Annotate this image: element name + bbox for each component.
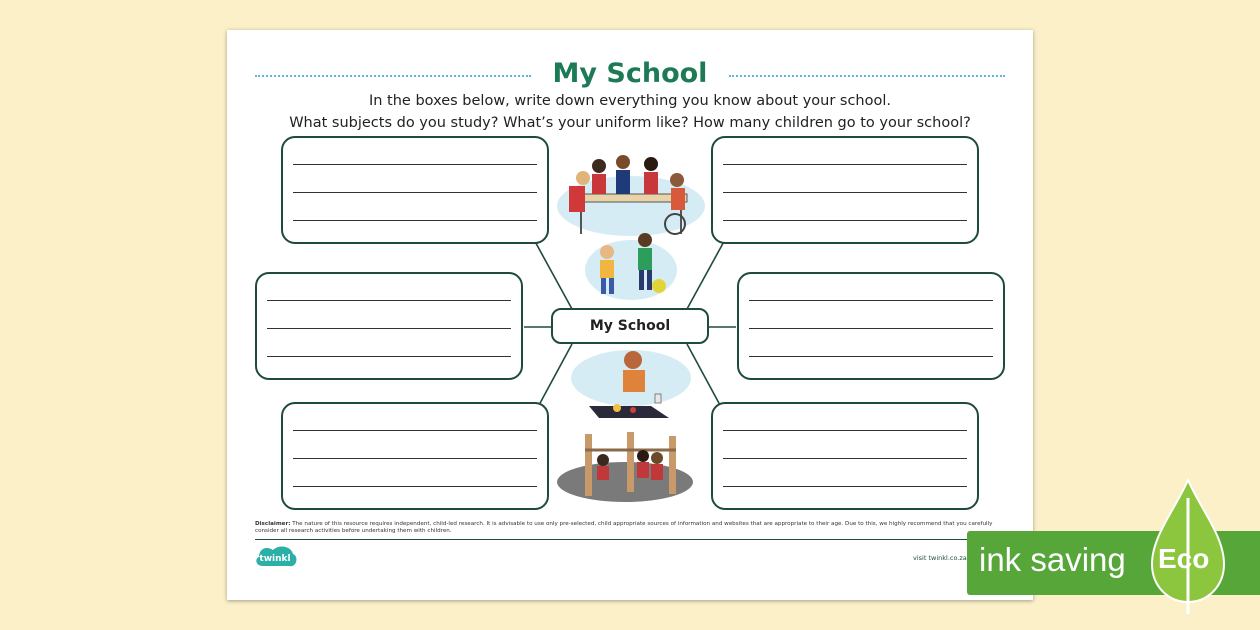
twinkl-logo-text: twinkl bbox=[259, 554, 291, 564]
girl-painting-illustration bbox=[569, 348, 693, 420]
center-label: My School bbox=[551, 308, 709, 344]
footer-rule bbox=[255, 539, 1007, 540]
instruction-line-1: In the boxes below, write down everything you know about your school. bbox=[368, 93, 892, 109]
writing-box-top-right[interactable] bbox=[711, 136, 979, 244]
visit-website-link[interactable]: visit twinkl.co.za bbox=[913, 554, 967, 562]
disclaimer-text: Disclaimer: The nature of this resource requires independent, child-led research. It is advisable to use only pre-selected, child appropriate sources of information and websites that are appropriate to their age. Due to this, we highly recommend that you carefully consider all research activities before undertaking them with children. bbox=[255, 521, 993, 534]
children-playing-illustration bbox=[583, 230, 679, 306]
climbing-frame-illustration bbox=[555, 428, 697, 502]
writing-box-bottom-right[interactable] bbox=[711, 402, 979, 510]
instruction-line-2: What subjects do you study? What’s your uniform like? How many children go to your school? bbox=[289, 115, 971, 131]
worksheet-page bbox=[227, 30, 1033, 600]
writing-box-middle-right[interactable] bbox=[737, 272, 1005, 380]
writing-box-bottom-left[interactable] bbox=[281, 402, 549, 510]
twinkl-logo bbox=[253, 544, 299, 570]
eco-label: Eco bbox=[1158, 543, 1210, 574]
ink-saving-label: ink saving bbox=[979, 541, 1126, 578]
children-at-table-illustration bbox=[555, 148, 707, 238]
writing-box-middle-left[interactable] bbox=[255, 272, 523, 380]
writing-box-top-left[interactable] bbox=[281, 136, 549, 244]
page-title: My School bbox=[552, 58, 708, 89]
